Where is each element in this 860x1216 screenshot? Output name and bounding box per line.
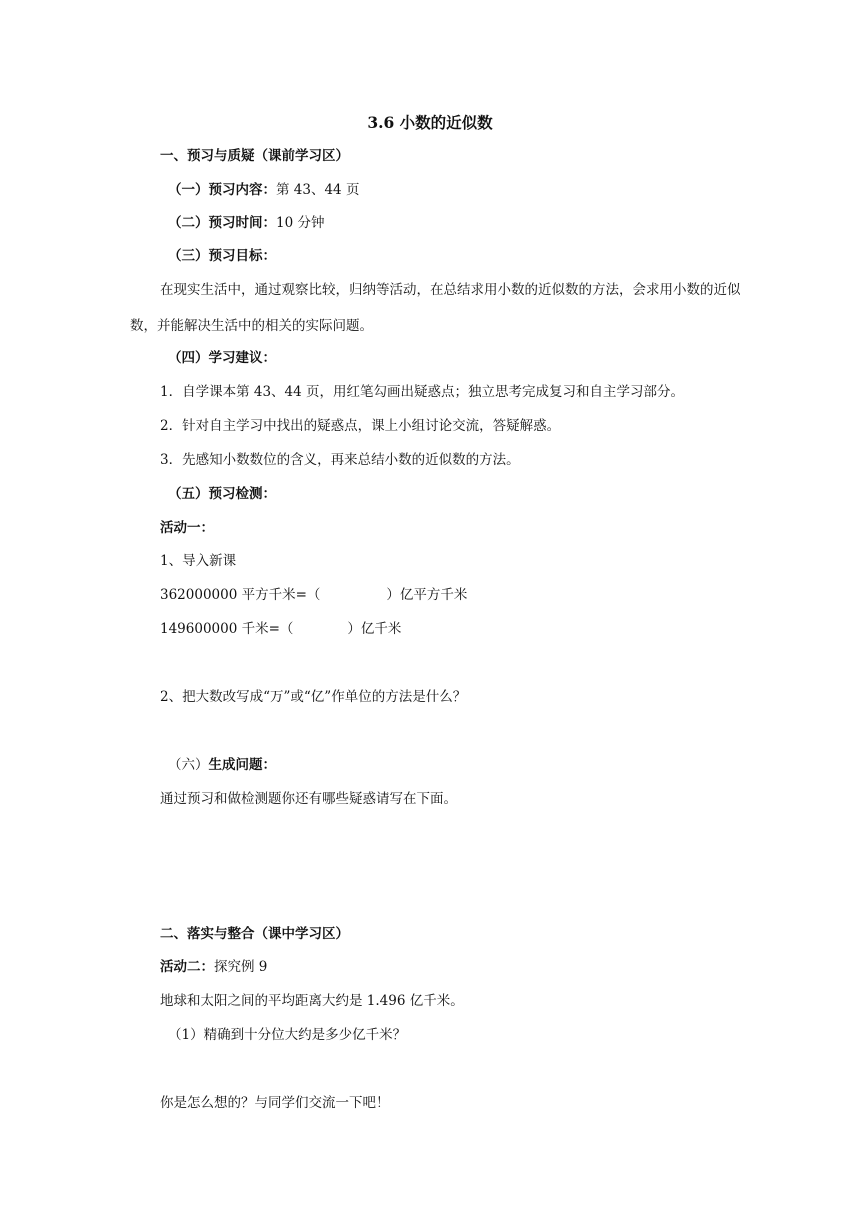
page-title: 3.6 小数的近似数 [367, 113, 493, 132]
advice-item: 3．先感知小数数位的含义，再来总结小数的近似数的方法。 [160, 452, 520, 468]
preview-content-label: （一）预习内容： [168, 182, 276, 198]
preview-time-value: 10 分钟 [276, 215, 325, 231]
intro-line: 1、导入新课 [160, 553, 237, 569]
study-advice-label: （四）学习建议： [168, 350, 276, 366]
generate-problem-prefix: （六） [168, 757, 209, 773]
question-2 [160, 619, 401, 639]
discuss-prompt: 你是怎么想的？与同学们交流一下吧！ [160, 1095, 390, 1111]
generate-problem-line [168, 755, 276, 775]
preview-content-line [168, 180, 359, 200]
activity2-line [160, 957, 267, 977]
advice-item: 1．自学课本第 43、44 页，用红笔勾画出疑惑点；独立思考完成复习和自主学习部分。 [160, 384, 685, 400]
question-1-suffix: ）亿平方千米 [386, 587, 468, 603]
generate-problem-label: 生成问题： [208, 757, 276, 773]
question-3: 2、把大数改写成“万”或“亿”作单位的方法是什么？ [160, 689, 467, 705]
section1-heading: 一、预习与质疑（课前学习区） [160, 148, 349, 164]
preview-goal-text: 在现实生活中，通过观察比较，归纳等活动，在总结求用小数的近似数的方法，会求用小数的近似数，并能解决生活中的相关的实际问题。 [130, 282, 741, 334]
activity2-label: 活动二： [160, 959, 214, 975]
preview-check-label: （五）预习检测： [168, 486, 276, 502]
question-2-suffix: ）亿千米 [347, 621, 402, 637]
advice-item: 2．针对自主学习中找出的疑惑点，课上小组讨论交流，答疑解惑。 [160, 418, 561, 434]
generate-problem-text: 通过预习和做检测题你还有哪些疑惑请写在下面。 [160, 791, 457, 807]
preview-time-label: （二）预习时间： [168, 215, 276, 231]
question-2-prefix: 149600000 千米=（ [160, 621, 294, 637]
section2-heading: 二、落实与整合（课中学习区） [160, 926, 349, 942]
example-fact: 地球和太阳之间的平均距离大约是 1.496 亿千米。 [160, 993, 464, 1009]
preview-time-line [168, 213, 324, 233]
preview-goal-label: （三）预习目标： [168, 248, 276, 264]
activity1-label: 活动一： [160, 520, 214, 536]
activity2-value: 探究例 9 [214, 959, 268, 975]
preview-content-value: 第 43、44 页 [276, 182, 360, 198]
question-1-prefix: 362000000 平方千米=（ [160, 587, 321, 603]
question-1 [160, 585, 467, 605]
example-question-1: （1）精确到十分位大约是多少亿千米？ [168, 1027, 407, 1043]
